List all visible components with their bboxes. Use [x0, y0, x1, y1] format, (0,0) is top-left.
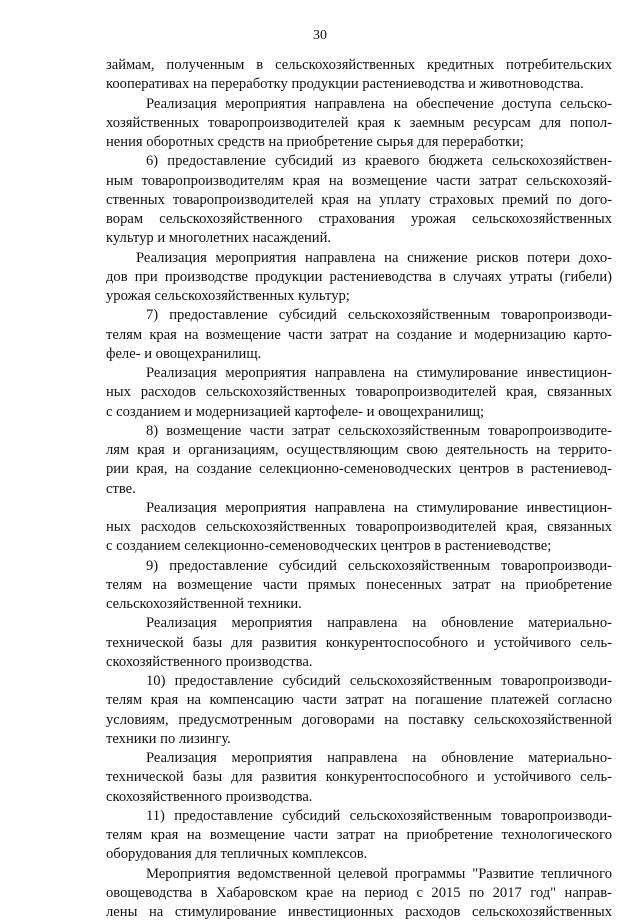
text-line: телям на возмещение части прямых понесенных затрат на приобретение — [106, 576, 612, 595]
text-line: телям края на возмещение части затрат на создание и модернизацию карто- — [106, 326, 612, 345]
paragraph — [106, 306, 612, 364]
text-line: ных расходов сельскохозяйственных товаропроизводителей края, связанных — [106, 383, 612, 402]
text-line: скохозяйственного производства. — [106, 653, 612, 672]
paragraph — [106, 152, 612, 248]
text-line: стве. — [106, 480, 612, 499]
text-line: Реализация мероприятия направлена на стимулирование инвестицион- — [106, 364, 612, 383]
text-line: условиям, предусмотренным договорами на поставку сельскохозяйственной — [106, 711, 612, 730]
paragraph — [106, 865, 612, 922]
text-line: ных расходов сельскохозяйственных товаропроизводителей края, связанных — [106, 518, 612, 537]
text-line: 6) предоставление субсидий из краевого бюджета сельскохозяйствен- — [106, 152, 612, 171]
paragraph — [106, 56, 612, 95]
text-line: с созданием селекционно-семеноводческих центров в растениеводстве; — [106, 537, 612, 556]
text-line: рии края, на создание селекционно-семеноводческих центров в растениевод- — [106, 460, 612, 479]
body-text — [106, 56, 612, 922]
text-line: Реализация мероприятия направлена на обновление материально- — [106, 749, 612, 768]
text-line: техники по лизингу. — [106, 730, 612, 749]
text-line: технической базы для развития конкурентоспособного и устойчивого сель- — [106, 768, 612, 787]
text-line: ворам сельскохозяйственного страхования урожая сельскохозяйственных — [106, 210, 612, 229]
text-line: дов при производстве продукции растениеводства в случаях утраты (гибели) — [106, 268, 612, 287]
text-line: 8) возмещение части затрат сельскохозяйственным товаропроизводите- — [106, 422, 612, 441]
text-line: телям края на возмещение части затрат на приобретение технологического — [106, 826, 612, 845]
text-line: нения оборотных средств на приобретение сырья для переработки; — [106, 133, 612, 152]
text-line: с созданием и модернизацией картофеле- и овощехранилищ; — [106, 403, 612, 422]
paragraph — [106, 672, 612, 749]
text-line: культур и многолетних насаждений. — [106, 229, 612, 248]
text-line: телям края на компенсацию части затрат на погашение платежей согласно — [106, 691, 612, 710]
text-line: кооперативах на переработку продукции растениеводства и животноводства. — [106, 75, 612, 94]
paragraph — [106, 557, 612, 615]
text-line: лены на стимулирование инвестиционных расходов сельскохозяйственных — [106, 903, 612, 922]
text-line: Реализация мероприятия направлена на обеспечение доступа сельско- — [106, 95, 612, 114]
text-line: Реализация мероприятия направлена на стимулирование инвестицион- — [106, 499, 612, 518]
text-line: технической базы для развития конкурентоспособного и устойчивого сель- — [106, 634, 612, 653]
paragraph — [106, 249, 612, 307]
text-line: 10) предоставление субсидий сельскохозяйственным товаропроизводи- — [106, 672, 612, 691]
text-line: ным товаропроизводителям края на возмещение части затрат сельскохозяй- — [106, 172, 612, 191]
paragraph — [106, 95, 612, 153]
text-line: лям края и организациям, осуществляющим свою деятельность на террито- — [106, 441, 612, 460]
text-line: скохозяйственного производства. — [106, 788, 612, 807]
text-line: оборудования для тепличных комплексов. — [106, 845, 612, 864]
page-number: 30 — [0, 28, 640, 44]
text-line: Мероприятия ведомственной целевой программы "Развитие тепличного — [106, 865, 612, 884]
text-line: овощеводства в Хабаровском крае на период с 2015 по 2017 год" направ- — [106, 884, 612, 903]
text-line: сельскохозяйственной техники. — [106, 595, 612, 614]
text-line: хозяйственных товаропроизводителей края к заемным ресурсам для попол- — [106, 114, 612, 133]
text-line: 7) предоставление субсидий сельскохозяйственным товаропроизводи- — [106, 306, 612, 325]
text-line: ственных товаропроизводителей края на уплату страховых премий по дого- — [106, 191, 612, 210]
text-line: Реализация мероприятия направлена на обновление материально- — [106, 614, 612, 633]
text-line: Реализация мероприятия направлена на снижение рисков потери дохо- — [106, 249, 612, 268]
text-line: 11) предоставление субсидий сельскохозяйственным товаропроизводи- — [106, 807, 612, 826]
paragraph — [106, 422, 612, 499]
text-line: займам, полученным в сельскохозяйственных кредитных потребительских — [106, 56, 612, 75]
paragraph — [106, 364, 612, 422]
paragraph — [106, 499, 612, 557]
text-line: 9) предоставление субсидий сельскохозяйственным товаропроизводи- — [106, 557, 612, 576]
paragraph — [106, 614, 612, 672]
paragraph — [106, 807, 612, 865]
text-line: феле- и овощехранилищ. — [106, 345, 612, 364]
text-line: урожая сельскохозяйственных культур; — [106, 287, 612, 306]
paragraph — [106, 749, 612, 807]
